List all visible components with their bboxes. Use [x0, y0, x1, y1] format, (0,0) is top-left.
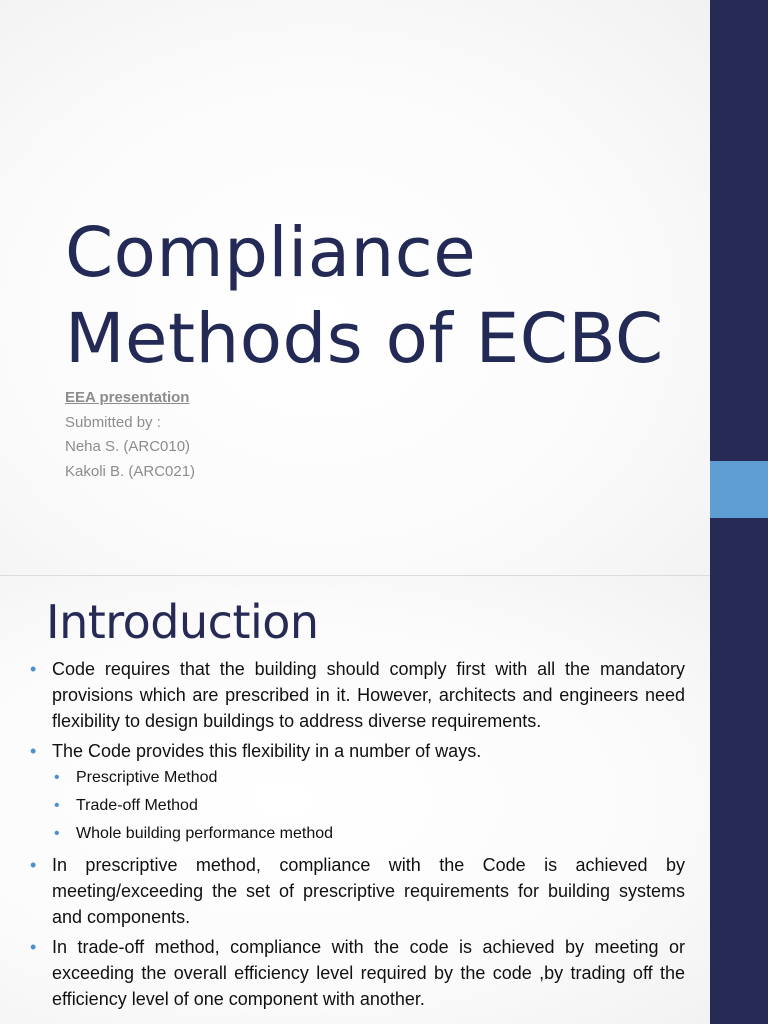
submitted-by-label: Submitted by : [65, 413, 161, 431]
bullet-item: • Code requires that the building should comply first with all the mandatory provisions which are prescribed in it. However, architects and engineers need flexibility to design buildings to address diverse requirements. [30, 656, 685, 734]
subtitle-block [65, 386, 195, 484]
sub-bullet-item: • Trade-off Method [54, 796, 685, 816]
title-line-1: Compliance [65, 213, 477, 293]
scrollbar-track[interactable] [710, 0, 768, 1024]
title-line-2: Methods of ECBC [65, 299, 664, 379]
bullet-item: • The Code provides this flexibility in a number of ways. [30, 738, 685, 764]
sub-bullet-item: • Prescriptive Method [54, 768, 685, 788]
scrollbar-thumb[interactable] [710, 461, 768, 518]
bullet-list [30, 656, 685, 1016]
sub-bullet-item: • Whole building performance method [54, 824, 685, 844]
author-2: Kakoli B. (ARC021) [65, 462, 196, 480]
bullet-item: • In prescriptive method, compliance with the Code is achieved by meeting/exceeding the set of prescriptive requirements for building systems and components. [30, 852, 685, 930]
slide-introduction [0, 576, 710, 1024]
bullet-item: • In trade-off method, compliance with the code is achieved by meeting or exceeding the overall efficiency level required by the code ,by trading off the efficiency level of one component with another. [30, 934, 685, 1012]
introduction-title: Introduction [46, 595, 319, 649]
author-1: Neha S. (ARC010) [65, 438, 191, 455]
slide-title-heading [65, 210, 705, 382]
subtitle-heading: EEA presentation [65, 389, 190, 406]
